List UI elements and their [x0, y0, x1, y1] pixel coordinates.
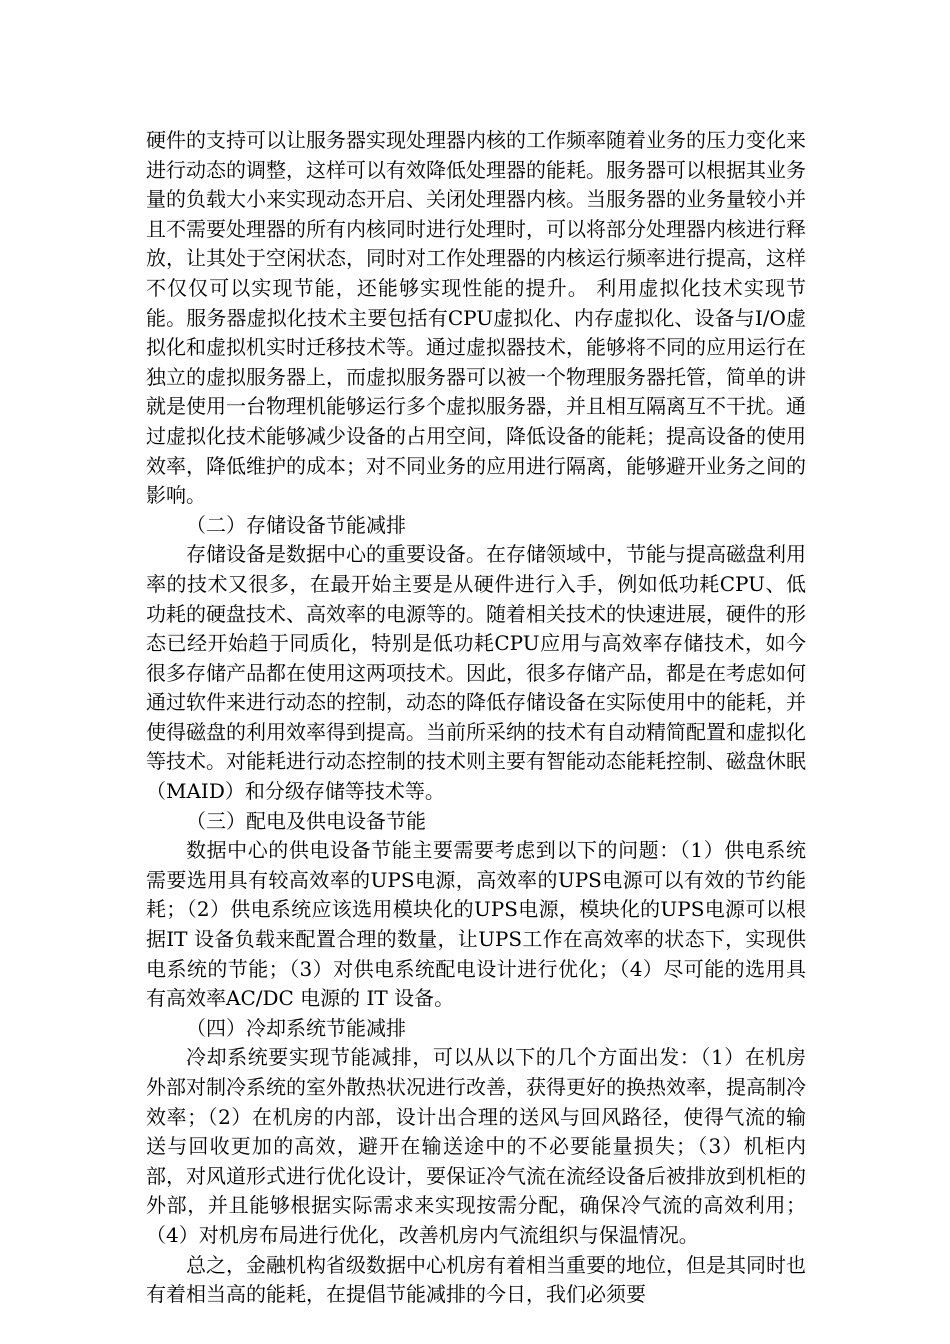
paragraph-server-energy-saving: 硬件的支持可以让服务器实现处理器内核的工作频率随着业务的压力变化来进行动态的调整，这样可以有效降低处理器的能耗。服务器可以根据其业务量的负载大小来实现动态开启、关闭处理器内核。当服务器的业务量较小并且不需要处理器的所有内核同时进行处理时，可以将部分处理器内核进行释放，让其处于空闲状态，同时对工作处理器的内核运行频率进行提高，这样不仅仅可以实现节能，还能够实现性能的提升。 利用虚拟化技术实现节能。服务器虚拟化技术主要包括有CPU虚拟化、内存虚拟化、设备与I/O虚拟化和虚拟机实时迁移技术等。通过虚拟器技术，能够将不同的应用运行在独立的虚拟服务器上，而虚拟服务器可以被一个物理服务器托管，简单的讲就是使用一台物理机能够运行多个虚拟服务器，并且相互隔离互不干扰。通过虚拟化技术能够减少设备的占用空间，降低设备的能耗；提高设备的使用效率，降低维护的成本；对不同业务的应用进行隔离，能够避开业务之间的影响。 — [146, 128, 806, 508]
section-heading-storage: （二）存储设备节能减排 — [186, 512, 406, 537]
paragraph-power-supply: 数据中心的供电设备节能主要需要考虑到以下的问题：（1）供电系统需要选用具有较高效率的UPS电源，高效率的UPS电源可以有效的节约能耗；（2）供电系统应该选用模块化的UPS电源，模块化的UPS电源可以根据IT 设备负载来配置合理的数量，让UPS工作在高效率的状态下，实现供电系统的节能；（3）对供电系统配电设计进行优化；（4）尽可能的选用具有高效率AC/DC 电源的 IT 设备。 — [146, 838, 806, 1011]
paragraph-storage: 存储设备是数据中心的重要设备。在存储领域中，节能与提高磁盘利用率的技术又很多，在最开始主要是从硬件进行入手，例如低功耗CPU、低功耗的硬盘技术、高效率的电源等的。随着相关技术的快速进展，硬件的形态已经开始趋于同质化，特别是低功耗CPU应用与高效率存储技术，如今很多存储产品都在使用这两项技术。因此，很多存储产品，都是在考虑如何通过软件来进行动态的控制，动态的降低存储设备在实际使用中的能耗，并使得磁盘的利用效率得到提高。当前所采纳的技术有自动精简配置和虚拟化等技术。对能耗进行动态控制的技术则主要有智能动态能耗控制、磁盘休眠（MAID）和分级存储等技术等。 — [146, 542, 806, 804]
section-heading-power-supply: （三）配电及供电设备节能 — [186, 808, 426, 833]
paragraph-cooling: 冷却系统要实现节能减排，可以从以下的几个方面出发：（1）在机房外部对制冷系统的室外散热状况进行改善，获得更好的换热效率，提高制冷效率；（2）在机房的内部，设计出合理的送风与回风路径，使得气流的输送与回收更加的高效，避开在输送途中的不必要能量损失；（3）机柜内部，对风道形式进行优化设计，要保证冷气流在流经设备后被排放到机柜的外部，并且能够根据实际需求来实现按需分配，确保冷气流的高效利用；（4）对机房布局进行优化，改善机房内气流组织与保温情况。 — [146, 1045, 806, 1247]
paragraph-conclusion: 总之，金融机构省级数据中心机房有着相当重要的地位，但是其同时也有着相当高的能耗，在提倡节能减排的今日，我们必须要 — [146, 1252, 806, 1307]
document-body — [146, 126, 806, 1310]
section-heading-cooling: （四）冷却系统节能减排 — [186, 1015, 406, 1040]
